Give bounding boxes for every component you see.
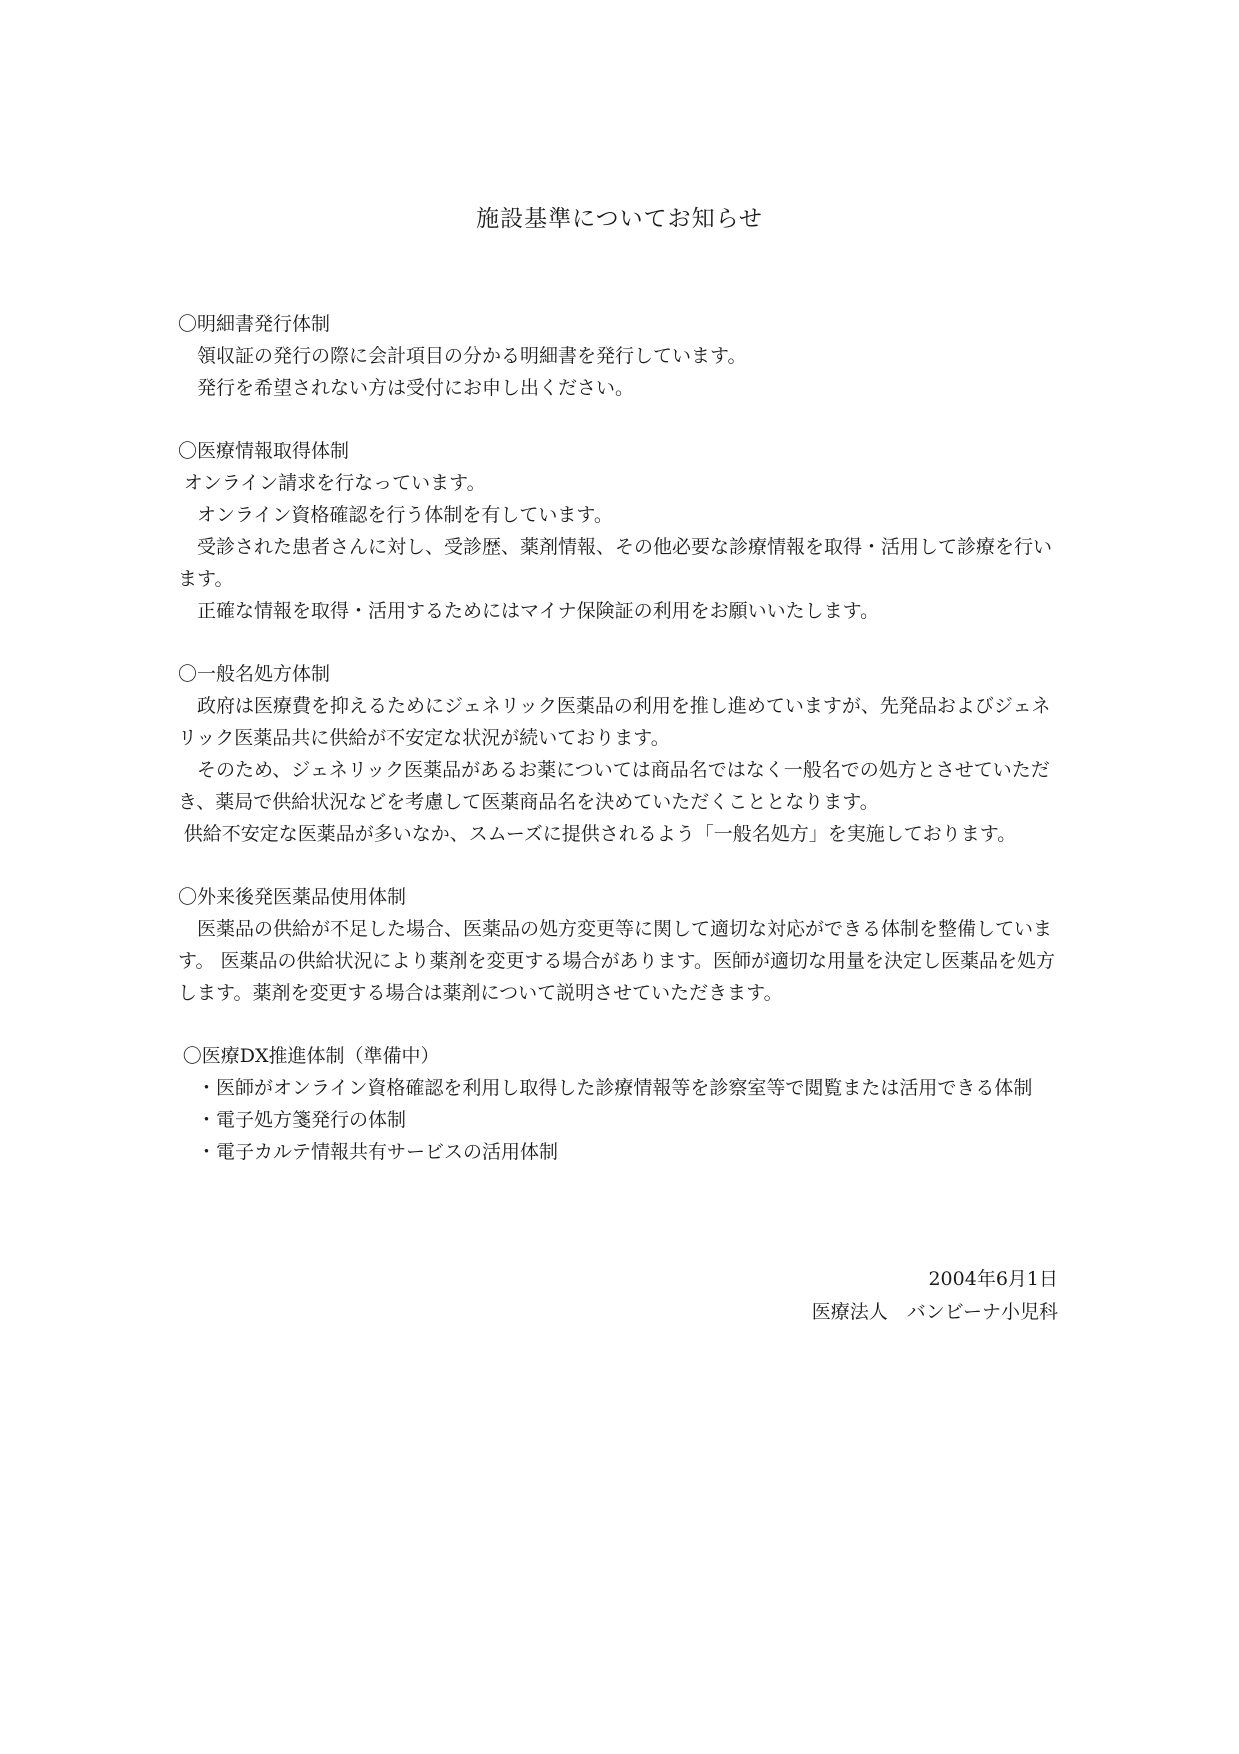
section-heading: 〇医療情報取得体制: [178, 440, 350, 462]
section-paragraph: 供給不安定な医薬品が多いなか、スムーズに提供されるよう「一般名処方」を実施しております。: [183, 823, 1017, 845]
section-paragraph: 領収証の発行の際に会計項目の分かる明細書を発行しています。: [197, 345, 747, 367]
organization-name: 医療法人 バンビーナ小児科: [811, 1301, 1058, 1323]
notice-body: [178, 308, 1058, 1199]
bullet-item: ・電子カルテ情報共有サービスの活用体制: [197, 1141, 559, 1163]
issue-date: 2004年6月1日: [928, 1268, 1058, 1290]
section-paragraph: 発行を希望されない方は受付にお申し出ください。: [197, 377, 635, 399]
bullet-item: ・医師がオンライン資格確認を利用し取得した診療情報等を診察室等で閲覧または活用できる体制: [197, 1077, 1033, 1099]
section-heading: 〇明細書発行体制: [178, 313, 331, 335]
bullet-item: ・電子処方箋発行の体制: [197, 1109, 407, 1131]
section-paragraph: 政府は医療費を抑えるためにジェネリック医薬品の利用を推し進めていますが、先発品およびジェネリック医薬品共に供給が不安定な状況が続いております。: [178, 695, 1051, 749]
section-paragraph: 正確な情報を取得・活用するためにはマイナ保険証の利用をお願いいたします。: [197, 600, 880, 622]
section-heading: 〇医療DX推進体制（準備中）: [182, 1045, 440, 1067]
signature-block: [812, 1263, 1058, 1329]
section-paragraph: オンライン資格確認を行う体制を有しています。: [197, 504, 613, 526]
section-heading: 〇外来後発医薬品使用体制: [178, 886, 407, 908]
section-medical-dx: [178, 1040, 1058, 1168]
page-title: 施設基準についてお知らせ: [476, 206, 763, 232]
section-paragraph: 医薬品の供給が不足した場合、医薬品の処方変更等に関して適切な対応ができる体制を整備しています。 医薬品の供給状況により薬剤を変更する場合があります。医師が適切な用量を決定し医薬品を処方します。薬剤を変更する場合は薬剤について説明させていただきます。: [178, 918, 1056, 1004]
section-medical-info-acquisition: [178, 435, 1058, 627]
section-paragraph: そのため、ジェネリック医薬品があるお薬については商品名ではなく一般名での処方とさせていただき、薬局で供給状況などを考慮して医薬商品名を決めていただくこととなります。: [178, 759, 1050, 813]
section-generic-name-prescription: [178, 658, 1058, 850]
section-statement-issuance: [178, 308, 1058, 404]
section-paragraph: 受診された患者さんに対し、受診歴、薬剤情報、その他必要な診療情報を取得・活用して診療を行います。: [178, 536, 1053, 590]
section-generic-drug-use: [178, 881, 1058, 1009]
section-paragraph: オンライン請求を行なっています。: [183, 472, 486, 494]
section-heading: 〇一般名処方体制: [178, 663, 331, 685]
